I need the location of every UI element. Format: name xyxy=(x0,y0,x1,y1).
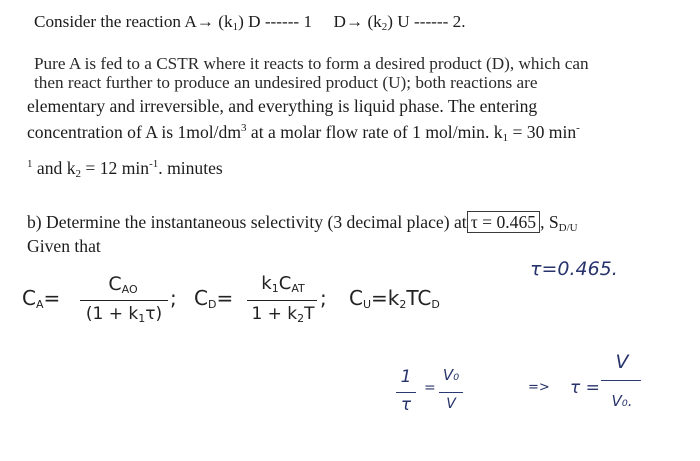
ca-denominator: $(1 + k_1\tau)$ xyxy=(85,304,163,325)
cd-lhs: $C_D=$ xyxy=(194,286,234,311)
ca-numerator: $C_{AO}$ xyxy=(108,273,138,296)
hand-one: 1 xyxy=(400,367,412,387)
hand-implies-arrow: => xyxy=(528,380,550,395)
hand-tau: τ xyxy=(400,395,412,415)
arrow-icon: → xyxy=(196,12,214,31)
hand-fraction-bar-2 xyxy=(439,392,463,393)
reaction-line: Consider the reaction $A\to (k_1)$ D ------ 1 $D\to (k_2)$ U ------ 2. xyxy=(34,12,466,33)
hand-fraction-bar-1 xyxy=(396,392,416,393)
part-b-question: b) Determine the instantaneous selectivity (3 decimal place) at τ = 0.465 , $S_{D/U}$ xyxy=(27,212,578,234)
hand-v-2: V xyxy=(615,351,629,373)
hand-v0: V₀ xyxy=(442,366,460,384)
handwritten-tau-note: τ=0.465. xyxy=(530,258,618,280)
problem-line-2: Pure A is fed to a CSTR where it reacts to form a desired product (D), which can xyxy=(34,54,589,73)
ca-fraction-bar xyxy=(80,300,168,301)
separator-2: ; xyxy=(320,286,327,310)
cd-fraction-bar xyxy=(247,300,317,301)
problem-line-6: $^1$ and $k_2 = 12$ $\min^{-1}$. minutes xyxy=(27,158,223,180)
separator-1: ; xyxy=(170,286,177,310)
problem-line-3: then react further to produce an undesired product (U); both reactions are xyxy=(34,73,538,92)
problem-line-5: concentration of A is $1mol/dm^3$ at a molar flow rate of 1 mol/min. $k_1 = 30$ min- xyxy=(27,122,580,144)
arrow-icon: → xyxy=(345,12,364,31)
cd-numerator: $k_1C_{AT}$ xyxy=(261,273,305,295)
hand-v: V xyxy=(446,396,456,412)
reaction-prefix: Consider the reaction A xyxy=(34,12,197,31)
hand-fraction-bar-3 xyxy=(601,380,641,381)
ca-lhs: $C_A=$ xyxy=(22,286,61,311)
problem-line-4: elementary and irreversible, and everything is liquid phase. The entering xyxy=(27,96,538,116)
cd-denominator: $1 + k_2T$ xyxy=(251,304,315,325)
given-label: Given that xyxy=(27,236,101,256)
hand-equals: = xyxy=(424,380,436,396)
tau-value-box: τ = 0.465 xyxy=(467,211,540,233)
hand-tau-2: τ = xyxy=(570,378,600,398)
hand-v0-2: V₀. xyxy=(611,392,633,410)
cu-equation: $C_U=k_2TC_D$ xyxy=(349,286,440,311)
